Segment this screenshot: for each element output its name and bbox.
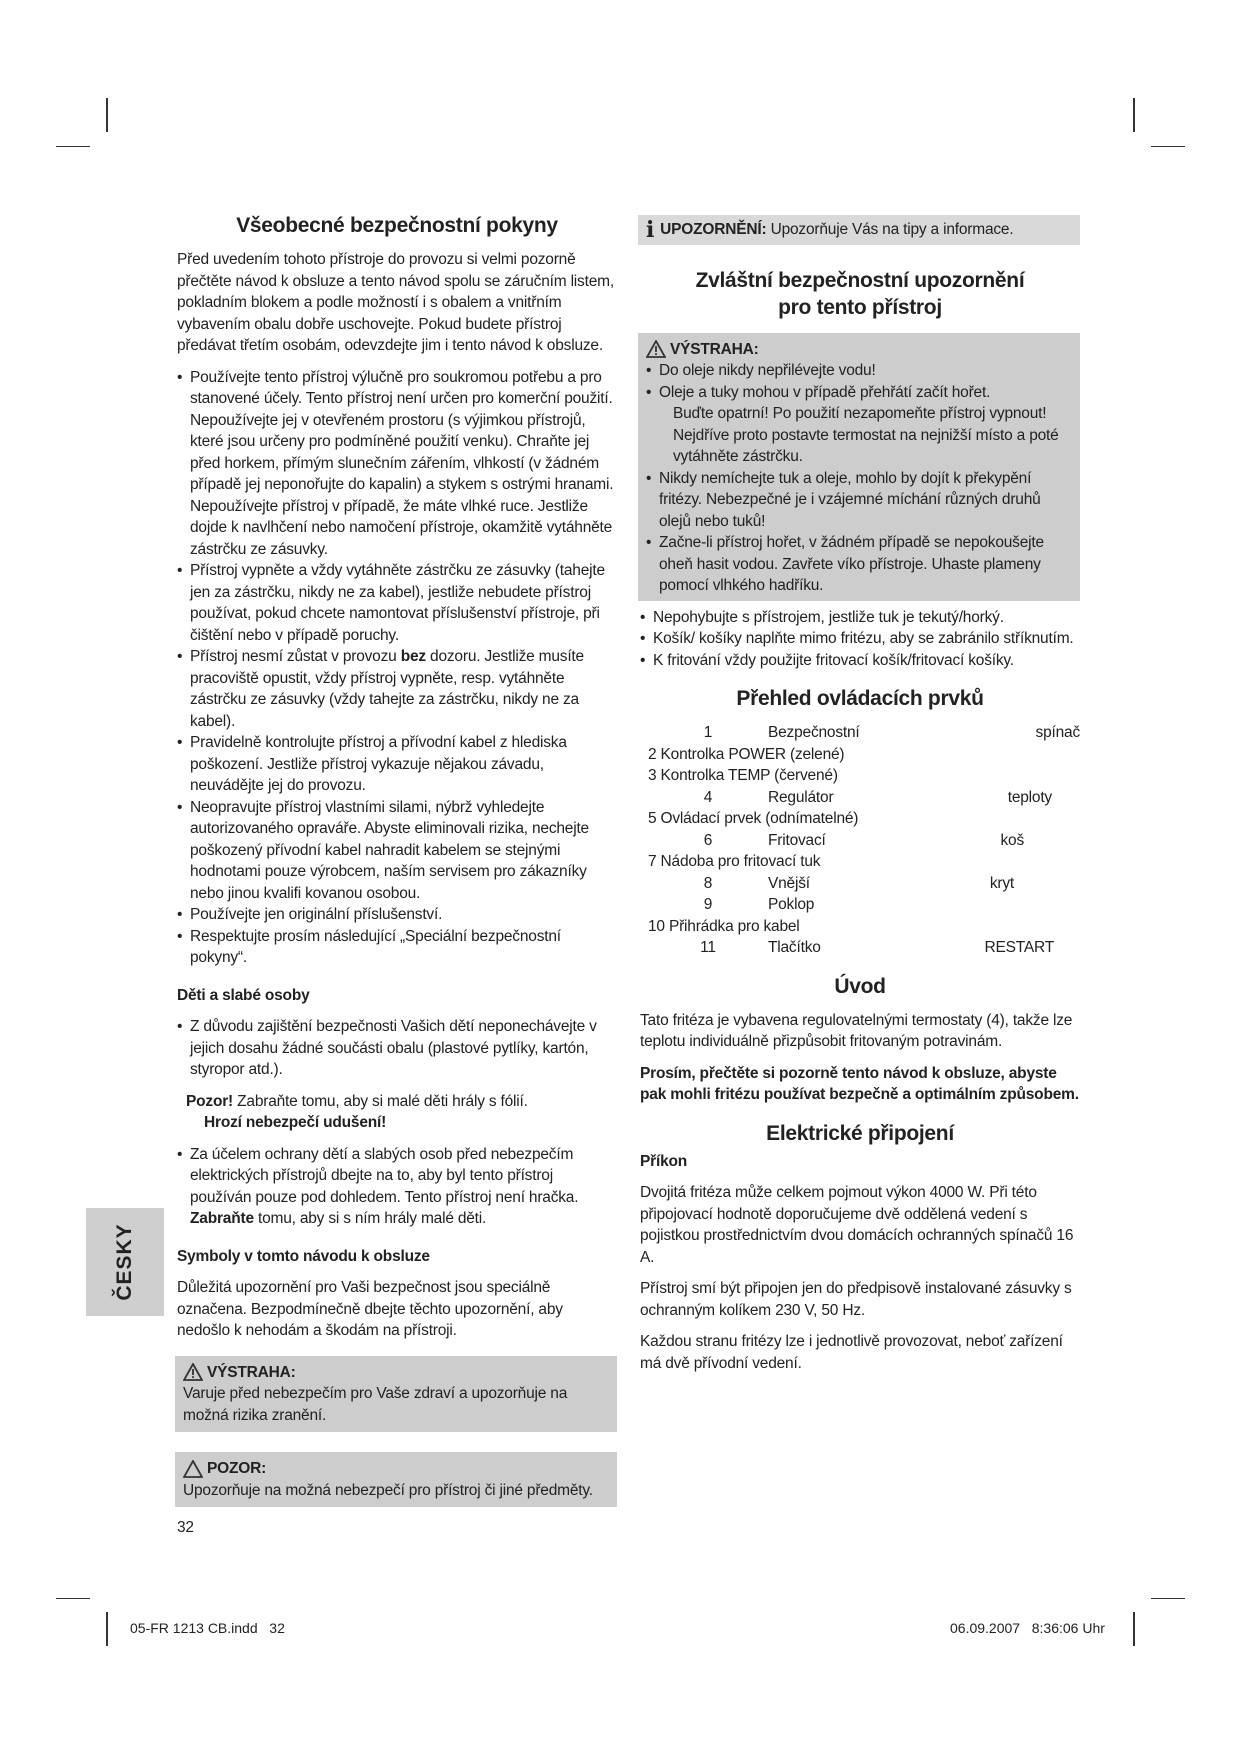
list-item-text: dozoru. Jestliže musíte pracoviště opustit, vždy přístroj vypněte, resp. vytáhněte zástrčku ze zásuvky (vždy tahejte za zástrčku, nikdy ne za kabel). bbox=[190, 648, 584, 730]
left-column bbox=[177, 212, 617, 1539]
control-label: 2 Kontrolka POWER (zelené) bbox=[648, 745, 845, 763]
list-item: • Používejte tento přístroj výlučně pro soukromou potřebu a pro stanovené účely. Tento přístroj není určen pro komerční použití. Nepoužívejte jej v otevřeném prostoru (s výjimkou přístrojů, které jsou určeny pro podmíněné použití venku). Chraňte jej před horkem, přímým slunečním zářením, vlhkostí (v žádném případě jej neponořujte do kapalin) a stykem s ostrými hranami. Nepoužívejte přístroj v případě, že máte vlhké ruce. Jestliže dojde k navlhčení nebo namočení přístroje, okamžitě vytáhněte zástrčku ze zásuvky. bbox=[177, 367, 617, 561]
suffocation-warning bbox=[177, 1091, 617, 1134]
list-item bbox=[646, 382, 1072, 468]
emphasis: bez bbox=[400, 648, 426, 665]
crop-mark bbox=[56, 146, 90, 147]
caution-text: Upozorňuje na možná nebezpečí pro přístroj či jiné předměty. bbox=[183, 1481, 593, 1499]
info-text-wrap bbox=[660, 219, 1013, 241]
list-item-text: Oleje a tuky mohou v případě přehřátí začít hořet. bbox=[659, 383, 991, 401]
intro-text: Tato fritéza je vybavena regulovatelnými termostaty (4), takže lze teplotu individuálně přizpůsobit fritovaným potravinám. bbox=[640, 1011, 1073, 1050]
list-item: • Neopravujte přístroj vlastními silami, nýbrž vyhledejte autorizovaného opraváře. Abyste eliminovali rizika, nechejte poškozený přívodní kabel nahradit kabelem se stejnými hodnotami pouze výrobcem, naším servisem pro zákazníky nebo jinou kvalifi kovanou osobou. bbox=[177, 797, 617, 905]
crop-mark bbox=[106, 1612, 108, 1646]
emphasis: Hrozí nebezpečí udušení! bbox=[204, 1114, 387, 1131]
controls-title: Přehled ovládacích prvků bbox=[736, 687, 984, 710]
control-label: RESTART bbox=[984, 939, 1054, 956]
list-item-text: Přístroj nesmí zůstat v provozu bbox=[190, 648, 401, 665]
control-label: teploty bbox=[1007, 788, 1052, 806]
intro-title: Úvod bbox=[834, 974, 886, 998]
list-item: • Přístroj vypněte a vždy vytáhněte zástrčku ze zásuvky (tahejte jen za zástrčku, nikdy ne za kabel), jestliže nebudete přístroj používat, pokud chcete namontovat příslušenství přístroje, při čištění nebo v případě poruchy. bbox=[177, 560, 617, 646]
control-label: Fritovací bbox=[768, 831, 826, 849]
crop-mark bbox=[106, 98, 108, 132]
control-label: 10 Přihrádka pro kabel bbox=[648, 917, 800, 935]
list-item bbox=[177, 1144, 617, 1230]
control-label: Regulátor bbox=[768, 788, 834, 806]
control-label: koš bbox=[1000, 831, 1024, 849]
list-item: • Do oleje nikdy nepřilévejte vodu! bbox=[646, 360, 1072, 382]
warning-text: Varuje před nebezpečím pro Vaše zdraví a upozorňuje na možná rizika zranění. bbox=[183, 1385, 568, 1424]
power-heading: Příkon bbox=[640, 1152, 688, 1170]
crop-mark bbox=[1151, 146, 1185, 147]
list-item: • Košík/ košíky naplňte mimo fritézu, aby se zabránilo stříknutím. bbox=[640, 628, 1080, 650]
crop-mark bbox=[1151, 1598, 1185, 1599]
special-safety-title-line1: Zvláštní bezpečnostní upozornění bbox=[695, 268, 1025, 292]
language-tab-label: ČESKY bbox=[113, 1223, 136, 1301]
electrical-text: Každou stranu fritézy lze i jednotlivě provozovat, neboť zařízení má dvě přívodní vedení. bbox=[640, 1333, 1063, 1372]
special-safety-list bbox=[640, 607, 1080, 672]
language-tab bbox=[86, 1208, 164, 1316]
children-list bbox=[177, 1016, 617, 1081]
list-item: • Začne-li přístroj hořet, v žádném případě se nepokoušejte oheň hasit vodou. Zavřete víko přístroje. Uhaste plameny pomocí vlhkého hadříku. bbox=[646, 532, 1072, 597]
caution-box bbox=[175, 1452, 617, 1507]
info-bar bbox=[638, 215, 1080, 245]
control-label: 3 Kontrolka TEMP (červené) bbox=[648, 767, 838, 784]
general-safety-intro: Před uvedením tohoto přístroje do provozu si velmi pozorně přečtěte návod k obsluze a tento návod spolu se záručním listem, pokladním blokem a podle možností i s obalem a vnitřním vybavením obalu dobře uschovejte. Pokud budete přístroj předávat třetím osobám, odevzdejte jim i tento návod k obsluze. bbox=[177, 251, 614, 354]
list-item bbox=[177, 646, 617, 732]
list-item: • Nepohybujte s přístrojem, jestliže tuk je tekutý/horký. bbox=[640, 607, 1080, 629]
list-item-text: Za účelem ochrany dětí a slabých osob před nebezpečím elektrických přístrojů dbejte na to, aby byl tento přístroj používán pouze pod dohledem. Tento přístroj není hračka. bbox=[190, 1145, 579, 1206]
right-column bbox=[640, 215, 1080, 1384]
symbols-heading: Symboly v tomto návodu k obsluze bbox=[177, 1247, 430, 1265]
electrical-text: Dvojitá fritéza může celkem pojmout výkon 4000 W. Při této připojovací hodnotě doporučujeme dvě oddělená vedení s pojistkou prostřednictvím dvou domácích ochranných spínačů 16 A. bbox=[640, 1184, 1074, 1266]
control-number: 9 bbox=[703, 896, 713, 913]
electrical-text: Přístroj smí být připojen jen do předpisově instalované zásuvky s ochranným kolíkem 230 V, 50 Hz. bbox=[640, 1280, 1072, 1319]
control-label: Vnější bbox=[768, 874, 810, 892]
info-text: Upozorňuje Vás na tipy a informace. bbox=[766, 221, 1014, 238]
list-item: • Respektujte prosím následující „Speciální bezpečnostní pokyny“. bbox=[177, 926, 617, 969]
caution-triangle-icon bbox=[183, 1460, 203, 1478]
list-item-text: tomu, aby si s ním hrály malé děti. bbox=[253, 1210, 487, 1227]
warning-triangle-icon bbox=[183, 1363, 203, 1381]
caution-title: POZOR: bbox=[207, 1460, 267, 1477]
info-icon: i bbox=[646, 216, 655, 243]
special-safety-title bbox=[640, 267, 1080, 321]
warning-triangle-icon bbox=[646, 340, 666, 358]
controls-list bbox=[648, 722, 1080, 959]
control-label: Bezpečnostní bbox=[768, 724, 860, 741]
footer-timestamp: 06.09.2007 8:36:06 Uhr bbox=[950, 1620, 1105, 1636]
list-item: • Nikdy nemíchejte tuk a oleje, mohlo by dojít k překypění fritézy. Nebezpečné je i vzájemné míchání různých druhů olejů nebo tuků! bbox=[646, 468, 1072, 533]
emphasis: Pozor! bbox=[186, 1092, 234, 1110]
control-label: Tlačítko bbox=[768, 939, 821, 956]
control-number: 4 bbox=[703, 788, 713, 806]
warning-box bbox=[175, 1356, 617, 1433]
control-number: 6 bbox=[703, 831, 713, 849]
page-number: 32 bbox=[177, 1519, 194, 1536]
intro-bold-text: Prosím, přečtěte si pozorně tento návod k obsluze, abyste pak mohli fritézu používat bezpečně a optimálním způsobem. bbox=[640, 1064, 1079, 1103]
general-safety-title: Všeobecné bezpečnostní pokyny bbox=[236, 214, 558, 237]
children-list-2 bbox=[177, 1144, 617, 1230]
control-label bbox=[924, 894, 1080, 916]
control-number: 1 bbox=[703, 724, 713, 741]
control-label: Poklop bbox=[768, 896, 815, 913]
list-item: • Používejte jen originální příslušenství. bbox=[177, 904, 617, 926]
warning-title: VÝSTRAHA: bbox=[670, 340, 759, 358]
electrical-title: Elektrické připojení bbox=[766, 1121, 954, 1145]
list-item: • Pravidelně kontrolujte přístroj a přívodní kabel z hlediska poškození. Jestliže přístroj vykazuje nějakou závadu, neuvádějte jej do provozu. bbox=[177, 732, 617, 797]
control-label: spínač bbox=[1035, 724, 1080, 741]
control-label: 7 Nádoba pro fritovací tuk bbox=[648, 853, 821, 870]
warning-title: VÝSTRAHA: bbox=[207, 1363, 296, 1381]
special-warning-box bbox=[638, 333, 1080, 601]
list-item: • K fritování vždy použijte fritovací košík/fritovací košíky. bbox=[640, 650, 1080, 672]
children-heading: Děti a slabé osoby bbox=[177, 986, 310, 1004]
control-number: 8 bbox=[703, 874, 713, 892]
emphasis: Zabraňte bbox=[190, 1210, 254, 1227]
control-label: kryt bbox=[989, 874, 1014, 892]
list-item: • Z důvodu zajištění bezpečnosti Vašich dětí neponechávejte v jejich dosahu žádné součásti obalu (plastové pytlíky, kartón, styropor atd.). bbox=[177, 1016, 617, 1081]
special-safety-title-line2: pro tento přístroj bbox=[778, 295, 942, 319]
crop-mark bbox=[1133, 98, 1135, 132]
info-label: UPOZORNĚNÍ: bbox=[660, 221, 767, 238]
control-label: 5 Ovládací prvek (odnímatelné) bbox=[648, 810, 859, 827]
list-item-subtext: Buďte opatrní! Po použití nezapomeňte přístroj vypnout! Nejdříve proto postavte termostat na nejnižší místo a poté vytáhněte zástrčku. bbox=[673, 405, 1059, 465]
crop-mark bbox=[56, 1598, 90, 1599]
crop-mark bbox=[1133, 1612, 1135, 1646]
special-warning-list bbox=[646, 360, 1072, 597]
control-number: 11 bbox=[700, 939, 716, 956]
warning-text: Zabraňte tomu, aby si malé děti hrály s fólií. bbox=[233, 1092, 528, 1110]
symbols-text: Důležitá upozornění pro Vaši bezpečnost jsou speciálně označena. Bezpodmínečně dbejte těchto upozornění, aby nedošlo k nehodám a škodám na přístroji. bbox=[177, 1279, 563, 1339]
general-safety-list bbox=[177, 367, 617, 969]
footer-file-info: 05-FR 1213 CB.indd 32 bbox=[130, 1620, 285, 1636]
